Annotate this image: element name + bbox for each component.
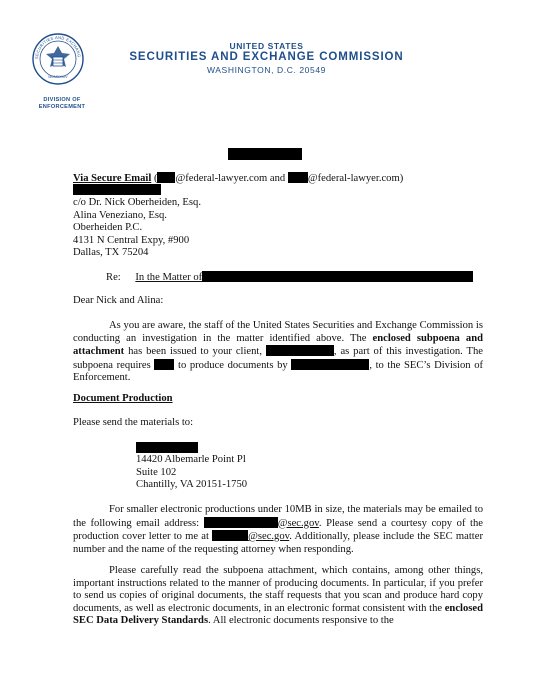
data-delivery-standards-bold: enclosed SEC Data Delivery Standards [73, 602, 483, 626]
letterhead-agency: SECURITIES AND EXCHANGE COMMISSION [129, 51, 404, 63]
redacted-email-2 [288, 172, 308, 183]
letterhead-country: UNITED STATES [229, 41, 304, 51]
address-line: 4131 N Central Expy, #900 [73, 234, 190, 246]
mail-address-line: 14420 Albemarle Point Pl [136, 454, 246, 465]
redacted-due-date [291, 359, 369, 370]
svg-text:SECURITIES AND EXCHANGE COMMIS: SECURITIES AND EXCHANG [33, 34, 82, 60]
delivery-open-paren: ( [153, 173, 158, 184]
delivery-email-1: @federal-lawyer.com and [175, 173, 286, 184]
svg-text:MCMXXXIV: MCMXXXIV [48, 75, 68, 79]
address-line: Dallas, TX 75204 [73, 247, 149, 258]
mail-address-line: Suite 102 [136, 466, 177, 478]
delivery-method: Via Secure Email [73, 173, 152, 184]
redacted-email-1 [157, 172, 175, 183]
redacted-mail-recipient [136, 442, 198, 453]
recipient-address [73, 197, 201, 260]
re-label: Re: [106, 272, 121, 283]
division-label-line2: ENFORCEMENT [38, 104, 86, 110]
paragraph-electronic-productions: For smaller electronic productions under 10MB in size, the materials may be emailed to the following email address: @sec.gov. Please send a courtesy copy of the production cover letter to me at @sec.gov. Additionally, please include the SEC matter number and the name of the requesting attorney when responding. [73, 504, 484, 555]
redacted-date [228, 148, 302, 160]
enclosed-subpoena-bold: enclosed subpoena and attachment [73, 332, 483, 357]
letterhead-city: WASHINGTON, D.C. 20549 [206, 65, 326, 75]
sec-email-link-2[interactable]: @sec.gov [248, 531, 290, 542]
redacted-recipient [73, 184, 161, 195]
redacted-email-local-1 [204, 517, 278, 528]
division-label-line1: DIVISION OF [43, 97, 81, 103]
paragraph-subpoena-instructions: Please carefully read the subpoena attachment, which contains, among other things, important instructions related to the manner of producing documents. In particular, if you prefer to send us copies of original documents, the staff requests that you scan and produce hard copy documents, as well as electronic documents, in an electronic format consistent with the enclosed SEC Data Delivery Standards. All electronic documents responsive to the [73, 565, 483, 626]
re-line [106, 271, 473, 285]
address-line: c/o Dr. Nick Oberheiden, Esq. [73, 197, 201, 208]
section-heading: Document Production [73, 393, 173, 404]
paragraph-investigation: As you are aware, the staff of the United States Securities and Exchange Commission is conducting an investigation in the matter identified above. The enclosed subpoena and attachment has been issued to your client, , as part of this investigation. The subpoena requires to produce documents by , to the SEC’s Division of Enforcement. [73, 320, 484, 383]
redacted-email-local-2 [212, 530, 248, 541]
salutation: Dear Nick and Alina: [73, 295, 164, 306]
mailing-address [136, 454, 247, 492]
address-line: Oberheiden P.C. [73, 222, 143, 233]
redacted-client-short [154, 359, 174, 370]
sec-email-link-1[interactable]: @sec.gov [277, 517, 319, 529]
delivery-email-2: @federal-lawyer.com) [307, 173, 404, 184]
re-matter-prefix: In the Matter of [135, 272, 203, 283]
redacted-client-name [266, 345, 334, 356]
address-line: Alina Veneziano, Esq. [73, 209, 167, 221]
redacted-matter-name [202, 271, 473, 282]
mail-address-line: Chantilly, VA 20151-1750 [136, 479, 248, 490]
send-materials-line: Please send the materials to: [73, 417, 194, 428]
